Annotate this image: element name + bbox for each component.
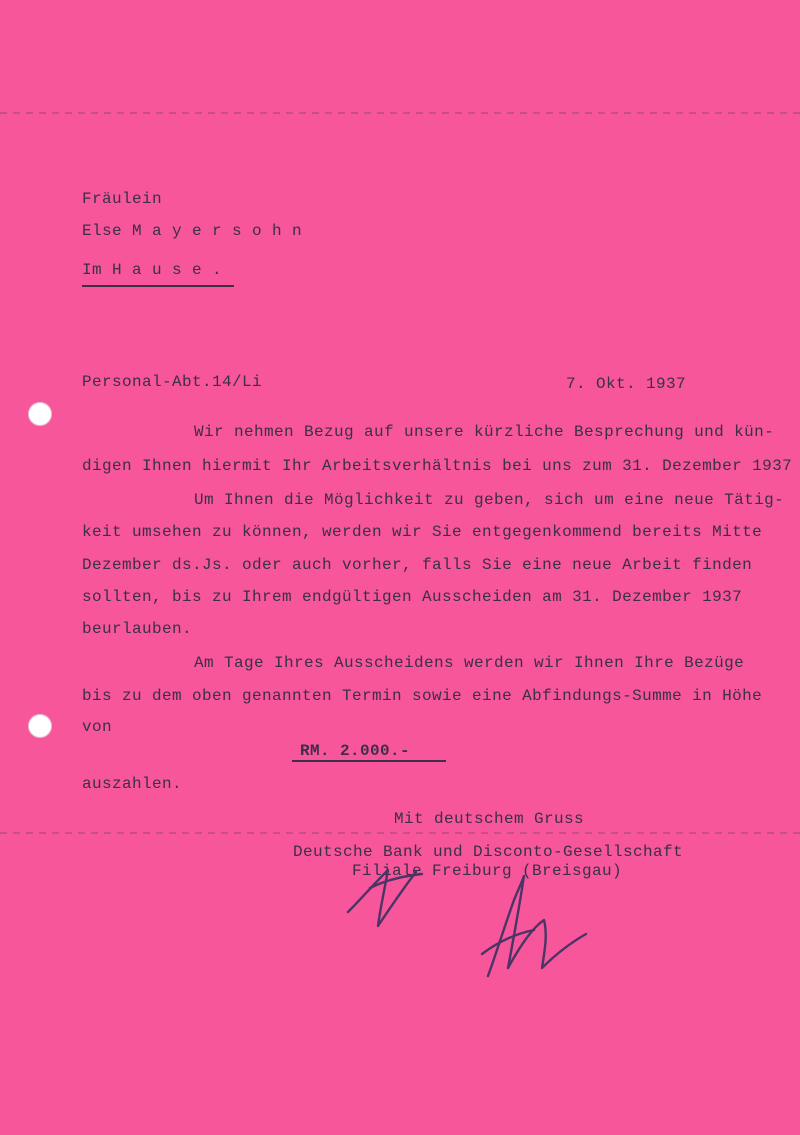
recipient-name: Else M a y e r s o h n xyxy=(82,222,303,240)
handwritten-signatures xyxy=(330,850,630,990)
branch-name: Filiale Freiburg (Breisgau) xyxy=(352,862,623,880)
body-line: bis zu dem oben genannten Termin sowie eine Abfindungs-Summe in Höhe xyxy=(82,687,763,705)
recipient-salutation: Fräulein xyxy=(82,190,163,208)
company-name: Deutsche Bank und Disconto-Gesellschaft xyxy=(293,843,684,861)
body-line: beurlauben. xyxy=(82,620,193,638)
fold-mark-bottom xyxy=(0,832,800,834)
letter-date: 7. Okt. 1937 xyxy=(566,375,687,393)
settlement-amount: RM. 2.000.- xyxy=(300,742,411,760)
body-line: Am Tage Ihres Ausscheidens werden wir Ihnen Ihre Bezüge xyxy=(194,654,745,672)
closing-greeting: Mit deutschem Gruss xyxy=(394,810,585,828)
body-line: sollten, bis zu Ihrem endgültigen Ausscheiden am 31. Dezember 1937 xyxy=(82,588,743,606)
body-line: von xyxy=(82,718,113,736)
recipient-underline xyxy=(82,285,234,287)
recipient-location: Im H a u s e . xyxy=(82,261,223,279)
department-reference: Personal-Abt.14/Li xyxy=(82,373,263,391)
fold-mark-top xyxy=(0,112,800,114)
punch-hole-lower xyxy=(28,714,52,738)
amount-underline xyxy=(292,760,446,762)
signature-stroke xyxy=(482,930,534,954)
body-line: digen Ihnen hiermit Ihr Arbeitsverhältnis bei uns zum 31. Dezember 1937 xyxy=(82,457,793,475)
body-line: keit umsehen zu können, werden wir Sie entgegenkommend bereits Mitte xyxy=(82,523,763,541)
body-line: Um Ihnen die Möglichkeit zu geben, sich um eine neue Tätig- xyxy=(194,491,785,509)
signature-initial-one xyxy=(348,870,416,926)
body-line: Wir nehmen Bezug auf unsere kürzliche Besprechung und kün- xyxy=(194,423,775,441)
punch-hole-upper xyxy=(28,402,52,426)
body-line: auszahlen. xyxy=(82,775,183,793)
signature-two xyxy=(488,876,586,976)
body-line: Dezember ds.Js. oder auch vorher, falls Sie eine neue Arbeit finden xyxy=(82,556,753,574)
